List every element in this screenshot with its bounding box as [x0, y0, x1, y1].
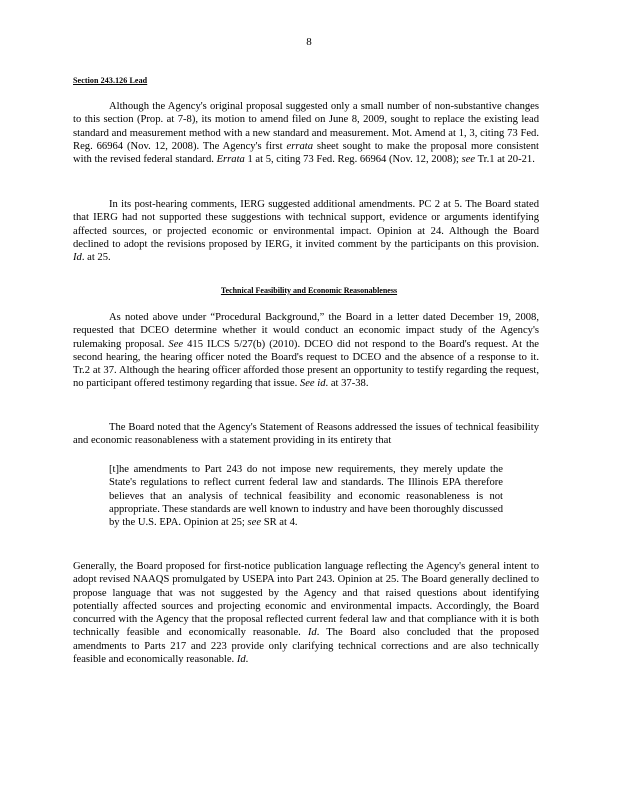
paragraph-dceo-request: [73, 311, 539, 391]
paragraph-text: . The Board also concluded that the proposed amendments to Parts 217 and 223 provide only clarifying technical corrections and are also technically feasible and economically reasonable.: [73, 627, 539, 666]
italic-see: See: [168, 338, 184, 350]
italic-id: Id: [73, 252, 82, 264]
paragraph-text: . at 37-38.: [325, 378, 369, 390]
italic-see: see: [461, 154, 476, 166]
paragraph-text: sheet sought to make the proposal more consistent with the revised federal standard.: [73, 140, 539, 166]
italic-see: See: [299, 378, 315, 390]
italic-errata: errata: [286, 140, 313, 152]
paragraph-text: Tr.1 at 20-21.: [475, 154, 535, 166]
paragraph-board-conclusion: [73, 560, 539, 666]
italic-id: Id: [236, 654, 246, 666]
italic-id: id: [317, 378, 326, 390]
section-heading-feasibility: Technical Feasibility and Economic Reasonableness: [220, 286, 398, 295]
paragraph-text: . at 25.: [81, 252, 111, 264]
paragraph-text: As noted above under “Procedural Background,” the Board in a letter dated December 19, 2008, requested that DCEO determine whether it would conduct an economic impact study of the Agency's rulemaking proposal.: [73, 312, 539, 350]
paragraph-lead-proposal: [73, 100, 539, 166]
quote-text: [t]he amendments to Part 243 do not impose new requirements, they merely update the State's regulations to reflect current federal law and standards. The Illinois EPA therefore believes that an analysis of technical feasibility and economic reasonableness is not appropriate. These standards are well known to industry and have been thoroughly discussed by the U.S. EPA. Opinion at 25;: [109, 464, 503, 529]
page-number: 8: [306, 36, 312, 48]
paragraph-text: .: [245, 654, 249, 666]
paragraph-statement-of-reasons: The Board noted that the Agency's Statement of Reasons addressed the issues of technical feasibility and economic reasonableness with a statement providing in its entirety that: [73, 422, 539, 447]
italic-see: see: [247, 517, 262, 529]
paragraph-ierg-comments: [73, 198, 539, 264]
section-heading-lead: Section 243.126 Lead: [73, 76, 148, 85]
italic-id: Id: [307, 627, 317, 639]
italic-errata: Errata: [216, 154, 245, 166]
quote-text: SR at 4.: [261, 517, 298, 529]
paragraph-text: 1 at 5, citing 73 Fed. Reg. 66964 (Nov. 12, 2008);: [244, 154, 462, 166]
paragraph-text: Although the Agency's original proposal suggested only a small number of non-substantive changes to this section (Prop. at 7-8), its motion to amend filed on June 8, 2009, sought to replace the existing lead standard and measurement method with a new standard and measurement. Mot. Amend at 1, 3, citing 73 Fed. Reg. 66964 (Nov. 12, 2008). The Agency's first: [73, 101, 539, 152]
paragraph-text: In its post-hearing comments, IERG suggested additional amendments. PC 2 at 5. The Board stated that IERG had not supported these suggestions with technical support, evidence or arguments identifying affected sources, or projected economic or environmental impact. Opinion at 24. Although the Board declined to adopt the revisions proposed by IERG, it invited comment by the participants on this provision.: [73, 199, 539, 250]
block-quote: [109, 463, 503, 529]
paragraph-text: Generally, the Board proposed for first-notice publication language reflecting the Agency's general intent to adopt revised NAAQS promulgated by USEPA into Part 243. Opinion at 25. The Board generally declined to propose language that was not suggested by the Agency and that raised questions about identifying potentially affected sources and projecting economic and environmental impacts. Accordingly, the Board concurred with the Agency that the proposal reflected current federal law and that compliance with it is both technically feasible and economically reasonable.: [73, 561, 539, 639]
paragraph-text: 415 ILCS 5/27(b) (2010). DCEO did not respond to the Board's request. At the second hearing, the hearing officer noted the Board's request to DCEO and the absence of a response to it. Tr.2 at 37. Although the hearing officer afforded those present an opportunity to testify regarding the request, no participant offered testimony regarding that issue.: [73, 338, 540, 390]
